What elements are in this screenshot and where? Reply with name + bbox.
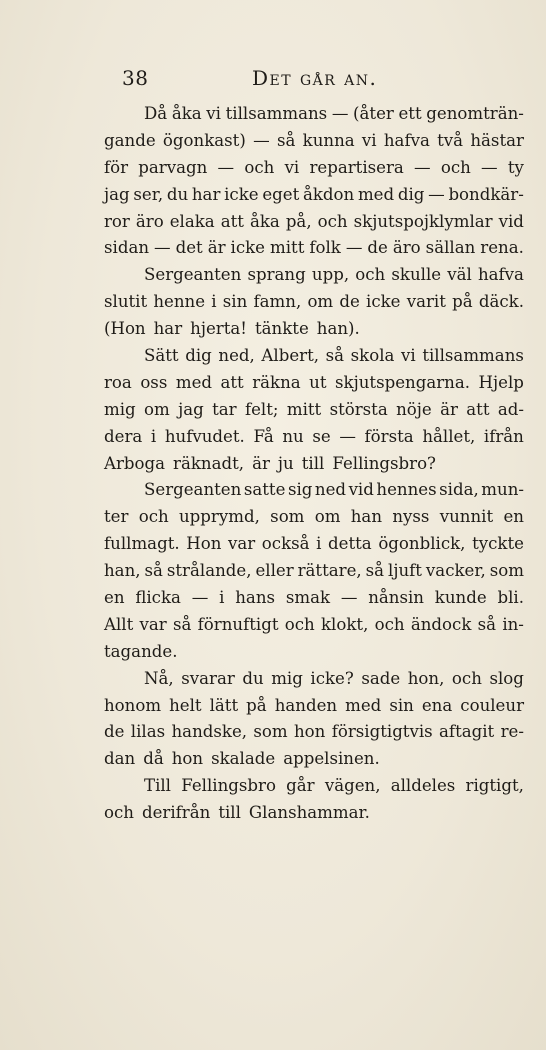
word: tänkte bbox=[254, 319, 309, 339]
word: ifrån bbox=[483, 426, 524, 446]
word: svarar bbox=[181, 668, 235, 688]
word: repartisera bbox=[309, 157, 404, 177]
word: hafva bbox=[383, 130, 430, 150]
word: upprymd, bbox=[179, 507, 260, 527]
body-text bbox=[104, 101, 524, 827]
word: Nå, bbox=[144, 668, 174, 688]
word: mitt bbox=[286, 399, 322, 419]
word: du bbox=[166, 184, 189, 204]
word: ad- bbox=[497, 399, 524, 419]
word: skjutspojklymlar bbox=[353, 211, 493, 231]
word: felt; bbox=[244, 399, 279, 419]
word: aftagit bbox=[439, 722, 495, 742]
text-line bbox=[104, 612, 524, 639]
text-line bbox=[104, 262, 524, 289]
word: vi bbox=[206, 104, 221, 123]
word: rena. bbox=[480, 238, 524, 258]
word: däck. bbox=[478, 292, 524, 312]
word: honom bbox=[104, 695, 162, 715]
word: att bbox=[220, 211, 244, 231]
word: ser, bbox=[133, 184, 164, 204]
word: sällan bbox=[425, 238, 476, 258]
word: slutit bbox=[104, 292, 148, 312]
word: smak bbox=[285, 588, 331, 608]
word: Till bbox=[144, 776, 171, 796]
word: vi bbox=[284, 157, 300, 177]
word: i bbox=[219, 588, 225, 608]
word: (Hon bbox=[104, 319, 146, 339]
text-line bbox=[104, 773, 524, 800]
word: klokt, bbox=[321, 614, 369, 634]
word: lilas bbox=[130, 722, 166, 742]
word: sida, bbox=[439, 480, 479, 500]
text-line bbox=[104, 719, 524, 746]
word: helt bbox=[169, 695, 202, 715]
word: slog bbox=[489, 668, 524, 688]
page-number: 38 bbox=[122, 66, 149, 90]
word: sig bbox=[287, 480, 313, 500]
running-title: Det går an. bbox=[252, 66, 378, 90]
word: vid bbox=[498, 211, 524, 231]
word: — bbox=[414, 157, 431, 177]
word: med bbox=[345, 695, 382, 715]
word: de bbox=[339, 292, 360, 312]
word: två bbox=[437, 130, 464, 150]
word: första bbox=[364, 426, 414, 446]
word: han bbox=[350, 507, 383, 527]
text-line bbox=[104, 182, 524, 209]
text-line bbox=[104, 343, 524, 370]
word: bli. bbox=[497, 588, 524, 608]
word: ror bbox=[104, 211, 130, 231]
word: ena bbox=[421, 695, 453, 715]
word: vi bbox=[401, 346, 416, 366]
text-line bbox=[104, 155, 524, 182]
text-line bbox=[104, 531, 524, 558]
word: ned, bbox=[218, 346, 255, 366]
word: — bbox=[345, 238, 363, 258]
word: sidan bbox=[104, 238, 150, 258]
word: flicka bbox=[135, 588, 181, 608]
word: hon bbox=[293, 722, 326, 742]
word: rigtigt, bbox=[465, 776, 524, 796]
word: ögonblick, bbox=[378, 534, 466, 554]
word: och bbox=[244, 157, 275, 177]
word: se bbox=[312, 426, 331, 446]
word: försigtigtvis bbox=[331, 722, 433, 742]
word: jag bbox=[104, 184, 130, 204]
word: nånsin bbox=[368, 588, 424, 608]
word: skjutspengarna. bbox=[335, 372, 471, 392]
word: Fellingsbro? bbox=[332, 453, 436, 473]
text-line bbox=[104, 451, 524, 478]
text-line bbox=[104, 800, 524, 827]
text-line bbox=[104, 424, 524, 451]
text-line bbox=[104, 504, 524, 531]
word: mig bbox=[271, 668, 303, 688]
word: så bbox=[325, 346, 345, 366]
word: bondkär- bbox=[448, 184, 524, 204]
word: på bbox=[452, 292, 473, 312]
word: det bbox=[175, 238, 203, 258]
text-line bbox=[104, 558, 524, 585]
word: henne bbox=[153, 292, 206, 312]
text-line bbox=[104, 693, 524, 720]
word: (åter bbox=[353, 104, 394, 123]
word: skalade bbox=[211, 749, 276, 769]
word: du bbox=[242, 668, 264, 688]
word: ljuft bbox=[388, 561, 422, 581]
word: med bbox=[175, 372, 213, 392]
word: går bbox=[286, 776, 315, 796]
word: räknadt, bbox=[173, 453, 245, 473]
text-line bbox=[104, 639, 524, 666]
word: derifrån bbox=[141, 803, 211, 823]
word: också bbox=[261, 534, 310, 554]
word: åka bbox=[249, 211, 280, 231]
word: roa bbox=[104, 372, 132, 392]
word: de bbox=[367, 238, 388, 258]
word: räkna bbox=[252, 372, 301, 392]
word: parvagn bbox=[138, 157, 208, 177]
word: strålande, bbox=[166, 561, 252, 581]
word: så bbox=[365, 561, 385, 581]
word: han, bbox=[104, 561, 141, 581]
word: handske, bbox=[171, 722, 248, 742]
word: varit bbox=[406, 292, 446, 312]
word: ut bbox=[309, 372, 327, 392]
word: vacker, bbox=[425, 561, 486, 581]
word: dan bbox=[104, 749, 136, 769]
word: genomträn- bbox=[426, 104, 524, 123]
text-line bbox=[104, 397, 524, 424]
word: som bbox=[253, 722, 288, 742]
word: om bbox=[307, 292, 334, 312]
word: ju bbox=[277, 453, 294, 473]
word: var bbox=[139, 614, 167, 634]
word: kunna bbox=[302, 130, 355, 150]
word: i bbox=[211, 292, 217, 312]
word: för bbox=[104, 157, 129, 177]
text-line bbox=[104, 746, 524, 773]
word: Hon bbox=[186, 534, 222, 554]
word: re- bbox=[500, 722, 524, 742]
word: tar bbox=[212, 399, 237, 419]
word: de bbox=[104, 722, 125, 742]
word: en bbox=[503, 507, 524, 527]
word: att bbox=[220, 372, 244, 392]
word: alldeles bbox=[390, 776, 456, 796]
word: ändock bbox=[410, 614, 472, 634]
word: vunnit bbox=[439, 507, 494, 527]
word: om bbox=[144, 399, 170, 419]
word: upp, bbox=[311, 265, 350, 285]
word: eller bbox=[255, 561, 294, 581]
word: mun- bbox=[481, 480, 524, 500]
word: icke? bbox=[310, 668, 354, 688]
word: mig bbox=[104, 399, 136, 419]
text-line bbox=[104, 666, 524, 693]
word: äro bbox=[135, 211, 164, 231]
word: och bbox=[104, 803, 134, 823]
word: hafva bbox=[477, 265, 524, 285]
word: så bbox=[477, 614, 497, 634]
word: gande bbox=[104, 130, 156, 150]
word: så bbox=[144, 561, 163, 581]
text-line bbox=[104, 477, 524, 504]
word: Albert, bbox=[261, 346, 320, 366]
word: — bbox=[217, 157, 235, 177]
text-line bbox=[104, 101, 524, 128]
word: Allt bbox=[104, 614, 134, 634]
word: skulle bbox=[391, 265, 442, 285]
word: in- bbox=[502, 614, 524, 634]
word: är bbox=[440, 399, 458, 419]
word: då bbox=[143, 749, 164, 769]
word: mitt bbox=[269, 238, 305, 258]
word: är bbox=[207, 238, 226, 258]
word: vid bbox=[348, 480, 374, 500]
word: är bbox=[252, 453, 270, 473]
word: och bbox=[451, 668, 482, 688]
word: äro bbox=[392, 238, 421, 258]
word: så bbox=[172, 614, 192, 634]
word: om bbox=[314, 507, 341, 527]
word: med bbox=[357, 184, 395, 204]
word: och bbox=[284, 614, 315, 634]
word: åkdon bbox=[302, 184, 355, 204]
word: — bbox=[154, 238, 171, 258]
word: på, bbox=[285, 211, 312, 231]
word: ned bbox=[314, 480, 347, 500]
word: och bbox=[355, 265, 386, 285]
word: som bbox=[270, 507, 305, 527]
word: nöje bbox=[396, 399, 432, 419]
text-line bbox=[104, 316, 524, 343]
word: till bbox=[301, 453, 325, 473]
word: — bbox=[191, 588, 209, 608]
word: handen bbox=[274, 695, 338, 715]
word: åka bbox=[171, 104, 202, 123]
word: icke bbox=[230, 238, 265, 258]
word: Sergeanten bbox=[144, 265, 242, 285]
text-line bbox=[104, 128, 524, 155]
word: Glanshammar. bbox=[248, 803, 370, 823]
word: i bbox=[150, 426, 157, 446]
word: ter bbox=[104, 507, 129, 527]
word: på bbox=[246, 695, 267, 715]
word: icke bbox=[224, 184, 259, 204]
word: Sätt bbox=[144, 346, 179, 366]
word: — bbox=[340, 588, 358, 608]
word: hållet, bbox=[422, 426, 476, 446]
word: hennes bbox=[376, 480, 437, 500]
word: — bbox=[481, 157, 498, 177]
word: sin bbox=[389, 695, 414, 715]
word: och bbox=[138, 507, 169, 527]
word: och bbox=[440, 157, 471, 177]
word: största bbox=[329, 399, 388, 419]
word: hufvudet. bbox=[164, 426, 245, 446]
text-line bbox=[104, 209, 524, 236]
word: vi bbox=[361, 130, 377, 150]
word: han). bbox=[316, 319, 360, 339]
word: kunde bbox=[434, 588, 487, 608]
word: oss bbox=[140, 372, 168, 392]
word: sprang bbox=[247, 265, 306, 285]
text-line bbox=[104, 289, 524, 316]
word: satte bbox=[243, 480, 286, 500]
word: ett bbox=[398, 104, 422, 123]
word: att bbox=[466, 399, 490, 419]
word: famn, bbox=[253, 292, 302, 312]
word: och bbox=[374, 614, 405, 634]
word: Fellingsbro bbox=[181, 776, 276, 796]
word: hon bbox=[171, 749, 204, 769]
word: lätt bbox=[209, 695, 239, 715]
word: Få bbox=[253, 426, 274, 446]
word: rättare, bbox=[297, 561, 362, 581]
word: fullmagt. bbox=[104, 534, 180, 554]
word: har bbox=[191, 184, 221, 204]
word: appelsinen. bbox=[283, 749, 380, 769]
word: tyckte bbox=[472, 534, 524, 554]
page-header bbox=[122, 66, 422, 96]
word: hon, bbox=[407, 668, 445, 688]
word: skola bbox=[350, 346, 395, 366]
word: dig bbox=[185, 346, 212, 366]
word: ögonkast) bbox=[162, 130, 246, 150]
word: detta bbox=[328, 534, 372, 554]
word: i bbox=[316, 534, 322, 554]
word: couleur bbox=[460, 695, 524, 715]
word: — bbox=[253, 130, 270, 150]
word: Då bbox=[144, 104, 168, 123]
word: Arboga bbox=[104, 453, 166, 473]
word: hjerta! bbox=[190, 319, 247, 339]
word: elaka bbox=[169, 211, 215, 231]
word: Sergeanten bbox=[144, 480, 242, 500]
word: sade bbox=[361, 668, 401, 688]
word: förnuftigt bbox=[197, 614, 279, 634]
word: eget bbox=[262, 184, 300, 204]
word: sin bbox=[222, 292, 248, 312]
word: väl bbox=[447, 265, 472, 285]
word: vägen, bbox=[324, 776, 381, 796]
word: — bbox=[428, 184, 445, 204]
word: Hjelp bbox=[478, 372, 524, 392]
word: var bbox=[227, 534, 256, 554]
word: hästar bbox=[470, 130, 524, 150]
word: en bbox=[104, 588, 125, 608]
word: tagande. bbox=[104, 641, 178, 661]
word: så bbox=[276, 130, 296, 150]
word: icke bbox=[366, 292, 401, 312]
text-line bbox=[104, 235, 524, 262]
word: tillsammans bbox=[422, 346, 524, 366]
word: dera bbox=[104, 426, 143, 446]
word: — bbox=[331, 104, 349, 123]
word: och bbox=[317, 211, 348, 231]
word: jag bbox=[178, 399, 204, 419]
word: folk bbox=[309, 238, 341, 258]
word: ty bbox=[507, 157, 524, 177]
word: har bbox=[153, 319, 183, 339]
word: som bbox=[489, 561, 524, 581]
text-line bbox=[104, 370, 524, 397]
text-line bbox=[104, 585, 524, 612]
word: dig bbox=[397, 184, 425, 204]
word: tillsammans bbox=[225, 104, 328, 123]
word: nyss bbox=[392, 507, 430, 527]
word: hans bbox=[235, 588, 276, 608]
word: till bbox=[218, 803, 241, 823]
word: — bbox=[339, 426, 356, 446]
word: nu bbox=[282, 426, 304, 446]
